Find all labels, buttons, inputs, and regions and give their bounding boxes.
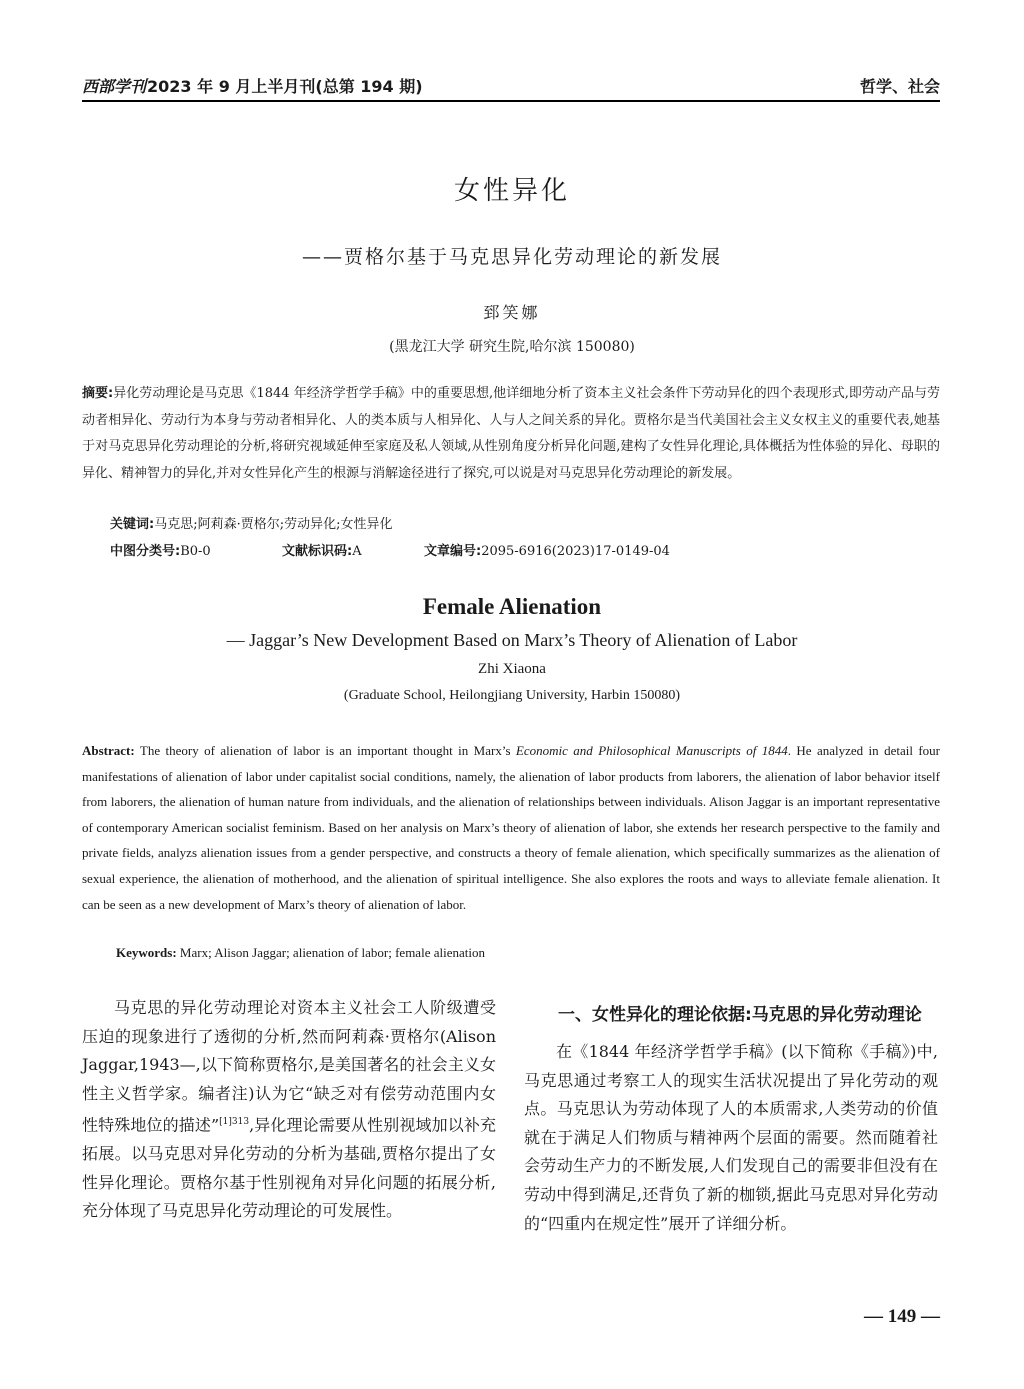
abstract-en-text-before: The theory of alienation of labor is an important thought in Marx’s [139, 743, 516, 758]
journal-logo: 西部学刊 [82, 76, 147, 96]
body-text: ,异化理论需要从性别视域加以补充拓展。以马克思对异化劳动的分析为基础,贾格尔提出了女性异化理论。贾格尔基于性别视角对异化问题的拓展分析,充分体现了马克思异化劳动理论的可发展性。 [82, 1115, 496, 1221]
journal-issue [82, 74, 423, 97]
subtitle-zh: ——贾格尔基于马克思异化劳动理论的新发展 [301, 246, 722, 268]
title-zh: 女性异化 [453, 176, 570, 206]
clc-value: B0-0 [180, 544, 211, 559]
abstract-en-label: Abstract: [82, 743, 135, 758]
article-field [424, 540, 670, 559]
author-en: Zhi Xiaona [478, 661, 546, 677]
abstract-en-italic: Economic and Philosophical Manuscripts of 1844 [515, 743, 788, 758]
keywords-en-label: Keywords: [116, 945, 177, 960]
author-zh: 郅笑娜 [483, 303, 541, 322]
body-column-right [524, 1000, 938, 1238]
abstract-en-text-after: . He analyzed in detail four manifestations of alienation of labor under capitalist social conditions, namely, the alienation of labor products from laborers, the alienation of labor behavior itself from laborers, the alienation of human nature from individuals, and the alienation of relationships between individuals. Alison Jaggar is an important representative of contemporary American socialist feminism. Based on her analysis on Marx’s theory of alienation of labor, she extends her research perspective to the family and private fields, analyzs alienation issues from a gender perspective, and constructs a theory of female alienation, which specifically summarizes as the alienation of sexual experience, the alienation of motherhood, and the alienation of spiritual intelligence. She also explores the roots and ways to alleviate female alienation. It can be seen as a new development of Marx’s theory of alienation of labor. [82, 743, 941, 912]
section-heading: 一、女性异化的理论依据:马克思的异化劳动理论 [558, 1005, 922, 1025]
section-label: 哲学、社会 [859, 76, 940, 96]
subtitle-en: — Jaggar’s New Development Based on Marx’s Theory of Alienation of Labor [226, 630, 798, 650]
page-number: — 149 — [864, 1306, 940, 1327]
keywords-zh-label: 关键词: [110, 517, 155, 532]
running-header [82, 70, 940, 100]
affiliation-zh: (黑龙江大学 研究生院,哈尔滨 150080) [389, 339, 635, 355]
abstract-en [82, 738, 940, 917]
doc-label: 文献标识码: [282, 544, 353, 559]
abstract-zh-text: 异化劳动理论是马克思《1844 年经济学哲学手稿》中的重要思想,他详细地分析了资本主义社会条件下劳动异化的四个表现形式,即劳动产品与劳动者相异化、劳动行为本身与劳动者相异化、人的类本质与人相异化、人与人之间关系的异化。贾格尔是当代美国社会主义女权主义的重要代表,她基于对马克思异化劳动理论的分析,将研究视域延伸至家庭及私人领域,从性别角度分析异化问题,建构了女性异化理论,具体概括为性体验的异化、母职的异化、精神智力的异化,并对女性异化产生的根源与消解途径进行了探究,可以说是对马克思异化劳动理论的新发展。 [82, 386, 941, 481]
article-value: 2095-6916(2023)17-0149-04 [481, 544, 670, 559]
doc-value: A [352, 544, 362, 559]
affiliation-en: (Graduate School, Heilongjiang University, Harbin 150080) [343, 688, 681, 703]
abstract-zh [82, 381, 940, 487]
doc-field [282, 540, 424, 559]
body-paragraph [82, 994, 496, 1226]
article-label: 文章编号: [424, 544, 482, 559]
keywords-en [116, 945, 485, 961]
keywords-en-text: Marx; Alison Jaggar; alienation of labor; female alienation [179, 945, 485, 960]
header-rule [82, 100, 940, 102]
citation-ref: [1]313 [219, 1117, 250, 1128]
keywords-zh-text: 马克思;阿莉森·贾格尔;劳动异化;女性异化 [154, 517, 393, 532]
keywords-zh [110, 513, 392, 532]
clc-field [110, 540, 282, 559]
body-text: 马克思的异化劳动理论对资本主义社会工人阶级遭受压迫的现象进行了透彻的分析,然而阿莉森·贾格尔(Alison Jaggar,1943—,以下简称贾格尔,是美国著名的社会主义女性主义哲学家。编者注)认为它“缺乏对有偿劳动范围内女性特殊地位的描述” [82, 998, 496, 1135]
clc-label: 中图分类号: [110, 544, 181, 559]
issue-info: 2023 年 9 月上半月刊(总第 194 期) [147, 76, 423, 96]
body-paragraph: 在《1844 年经济学哲学手稿》(以下简称《手稿》)中,马克思通过考察工人的现实生活状况提出了异化劳动的观点。马克思认为劳动体现了人的本质需求,人类劳动的价值就在于满足人们物质与精神两个层面的需要。然而随着社会劳动生产力的不断发展,人们发现自己的需要非但没有在劳动中得到满足,还背负了新的枷锁,据此马克思对异化劳动的“四重内在规定性”展开了详细分析。 [524, 1042, 938, 1233]
classification-row [110, 540, 670, 559]
abstract-zh-label: 摘要: [82, 386, 114, 401]
body-column-left [82, 994, 496, 1226]
title-en: Female Alienation [422, 594, 602, 619]
